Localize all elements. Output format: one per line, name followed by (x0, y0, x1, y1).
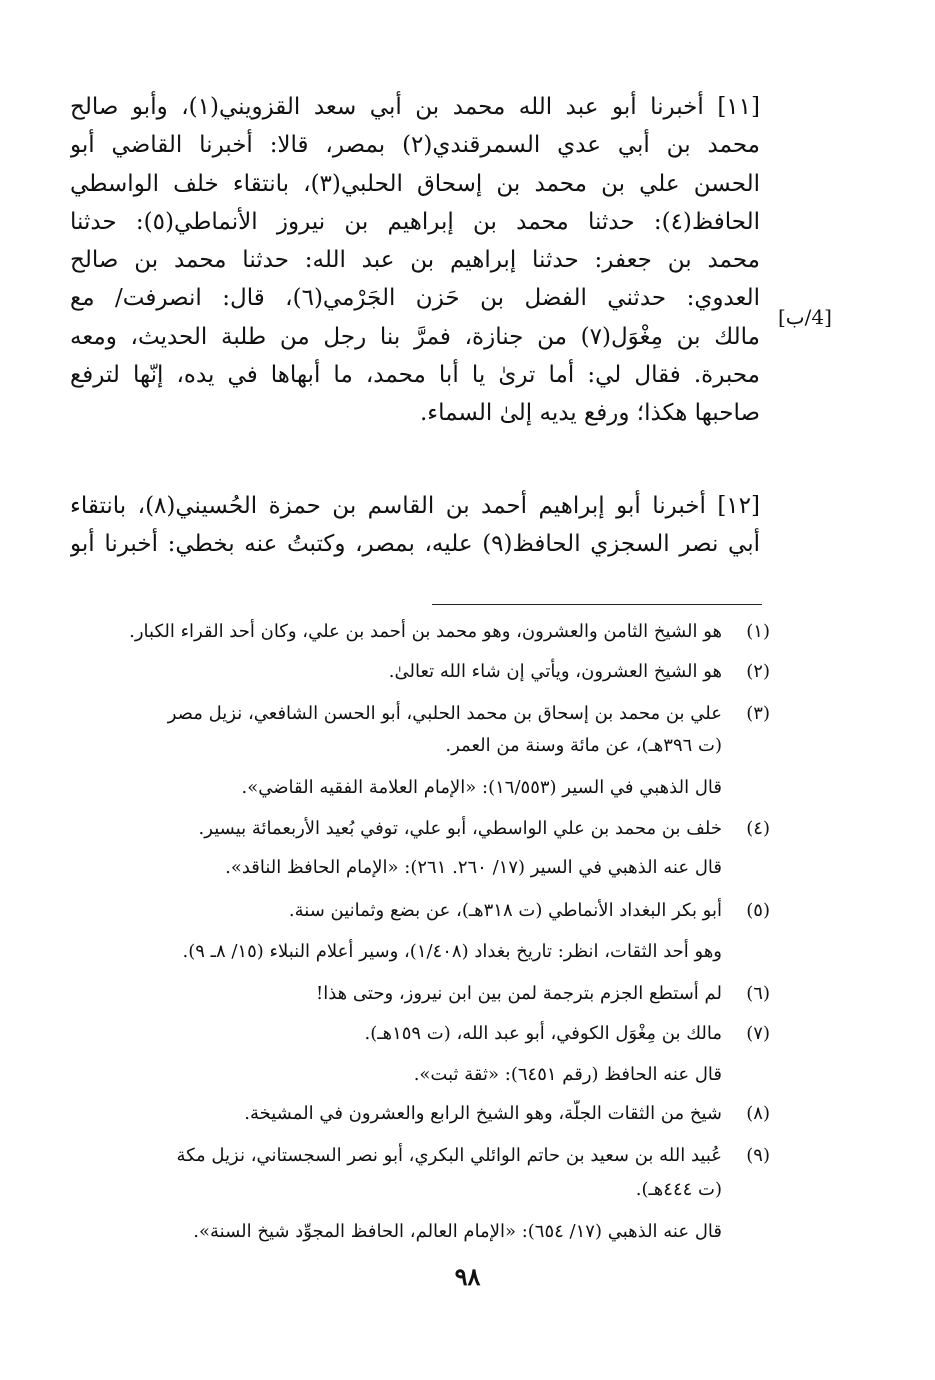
footnote-separator (432, 604, 762, 605)
footnote-text: أبو بكر البغداد الأنماطي (ت ٣١٨هـ)، عن بضع وثمانين سنة. (288, 900, 722, 921)
footnote-text: وهو أحد الثقات، انظر: تاريخ بغداد (١/٤٠٨)، وسير أعلام النبلاء (١٥/ ٨ـ ٩). (182, 941, 722, 962)
footnote-number: (٤) (746, 818, 770, 839)
footnote-text: عُبيد الله بن سعيد بن حاتم الوائلي البكري، أبو نصر السجستاني، نزيل مكة (176, 1145, 722, 1166)
text-line: أبي نصر السجزي الحافظ(٩) عليه، بمصر، وكتبتُ عنه بخطي: أخبرنا أبو (70, 531, 760, 558)
footnote-text: قال عنه الذهبي (١٧/ ٦٥٤): «الإمام العالم، الحافظ المجوِّد شيخ السنة». (193, 1221, 722, 1242)
text-line: مالك بن مِغْوَل(٧) من جنازة، فمرَّ بنا رجل من طلبة الحديث، ومعه (70, 323, 760, 350)
text-line: الحسن علي بن محمد بن إسحاق الحلبي(٣)، بانتقاء خلف الواسطي (70, 170, 760, 197)
footnote-text: (ت ٣٩٦هـ)، عن مائة وسنة من العمر. (445, 735, 722, 756)
footnote-text: (ت ٤٤٤هـ). (635, 1179, 722, 1200)
footnote-number: (٥) (746, 900, 770, 921)
manuscript-folio-marker: [4/ب] (778, 305, 832, 329)
footnote-text: لم أستطع الجزم بترجمة لمن بين ابن نيروز، وحتى هذا! (315, 983, 722, 1004)
text-line: [١١] أخبرنا أبو عبد الله محمد بن أبي سعد القزويني(١)، وأبو صالح (70, 94, 760, 120)
footnote-number: (١) (746, 621, 770, 642)
footnote-text: قال عنه الحافظ (رقم ٦٤٥١): «ثقة ثبت». (413, 1064, 722, 1085)
footnote-number: (٦) (746, 983, 770, 1004)
footnote-number: (٨) (746, 1103, 770, 1124)
main-text-entry-12 (70, 487, 760, 564)
footnote-text: قال الذهبي في السير (١٦/٥٥٣): «الإمام العلامة الفقيه القاضي». (241, 777, 722, 798)
footnote-number: (٧) (746, 1023, 770, 1044)
footnote-text: علي بن محمد بن إسحاق بن محمد الحلبي، أبو الحسن الشافعي، نزيل مصر (167, 703, 722, 724)
text-line: [١٢] أخبرنا أبو إبراهيم أحمد بن القاسم بن حمزة الحُسيني(٨)، بانتقاء (70, 493, 760, 519)
footnote-text: شيخ من الثقات الجلّة، وهو الشيخ الرابع والعشرون في المشيخة. (244, 1103, 722, 1124)
page-number: ٩٨ (454, 1262, 481, 1291)
text-line: العدوي: حدثني الفضل بن حَزن الجَرْمي(٦)، قال: انصرفت/ مع (70, 285, 760, 312)
text-line: الحافظ(٤): حدثنا محمد بن إبراهيم بن نيروز الأنماطي(٥): حدثنا (70, 208, 760, 235)
footnote-text: مالك بن مِغْوَل الكوفي، أبو عبد الله، (ت ١٥٩هـ). (364, 1023, 722, 1044)
text-line: صاحبها هكذا؛ ورفع يديه إلىٰ السماء. (419, 400, 760, 427)
footnote-number: (٩) (746, 1145, 770, 1166)
text-line: محبرة. فقال لي: أما ترىٰ يا أبا محمد، ما أبهاها في يده، إنّها لترفع (70, 362, 760, 389)
footnote-text: خلف بن محمد بن علي الواسطي، أبو علي، توفي بُعيد الأربعمائة بيسير. (198, 818, 722, 839)
footnote-text: قال عنه الذهبي في السير (١٧/ ٢٦٠. ٢٦١): «الإمام الحافظ الناقد». (225, 857, 722, 878)
footnote-number: (٣) (746, 703, 770, 724)
text-line: محمد بن جعفر: حدثنا إبراهيم بن عبد الله: حدثنا محمد بن صالح (70, 247, 760, 274)
text-line: محمد بن أبي عدي السمرقندي(٢) بمصر، قالا: أخبرنا القاضي أبو (70, 132, 760, 159)
footnote-text: هو الشيخ العشرون، ويأتي إن شاء الله تعالىٰ. (388, 661, 722, 682)
footnote-number: (٢) (746, 661, 770, 682)
footnote-text: هو الشيخ الثامن والعشرون، وهو محمد بن أحمد بن علي، وكان أحد القراء الكبار. (129, 621, 722, 642)
main-text-entry-11 (70, 88, 760, 433)
